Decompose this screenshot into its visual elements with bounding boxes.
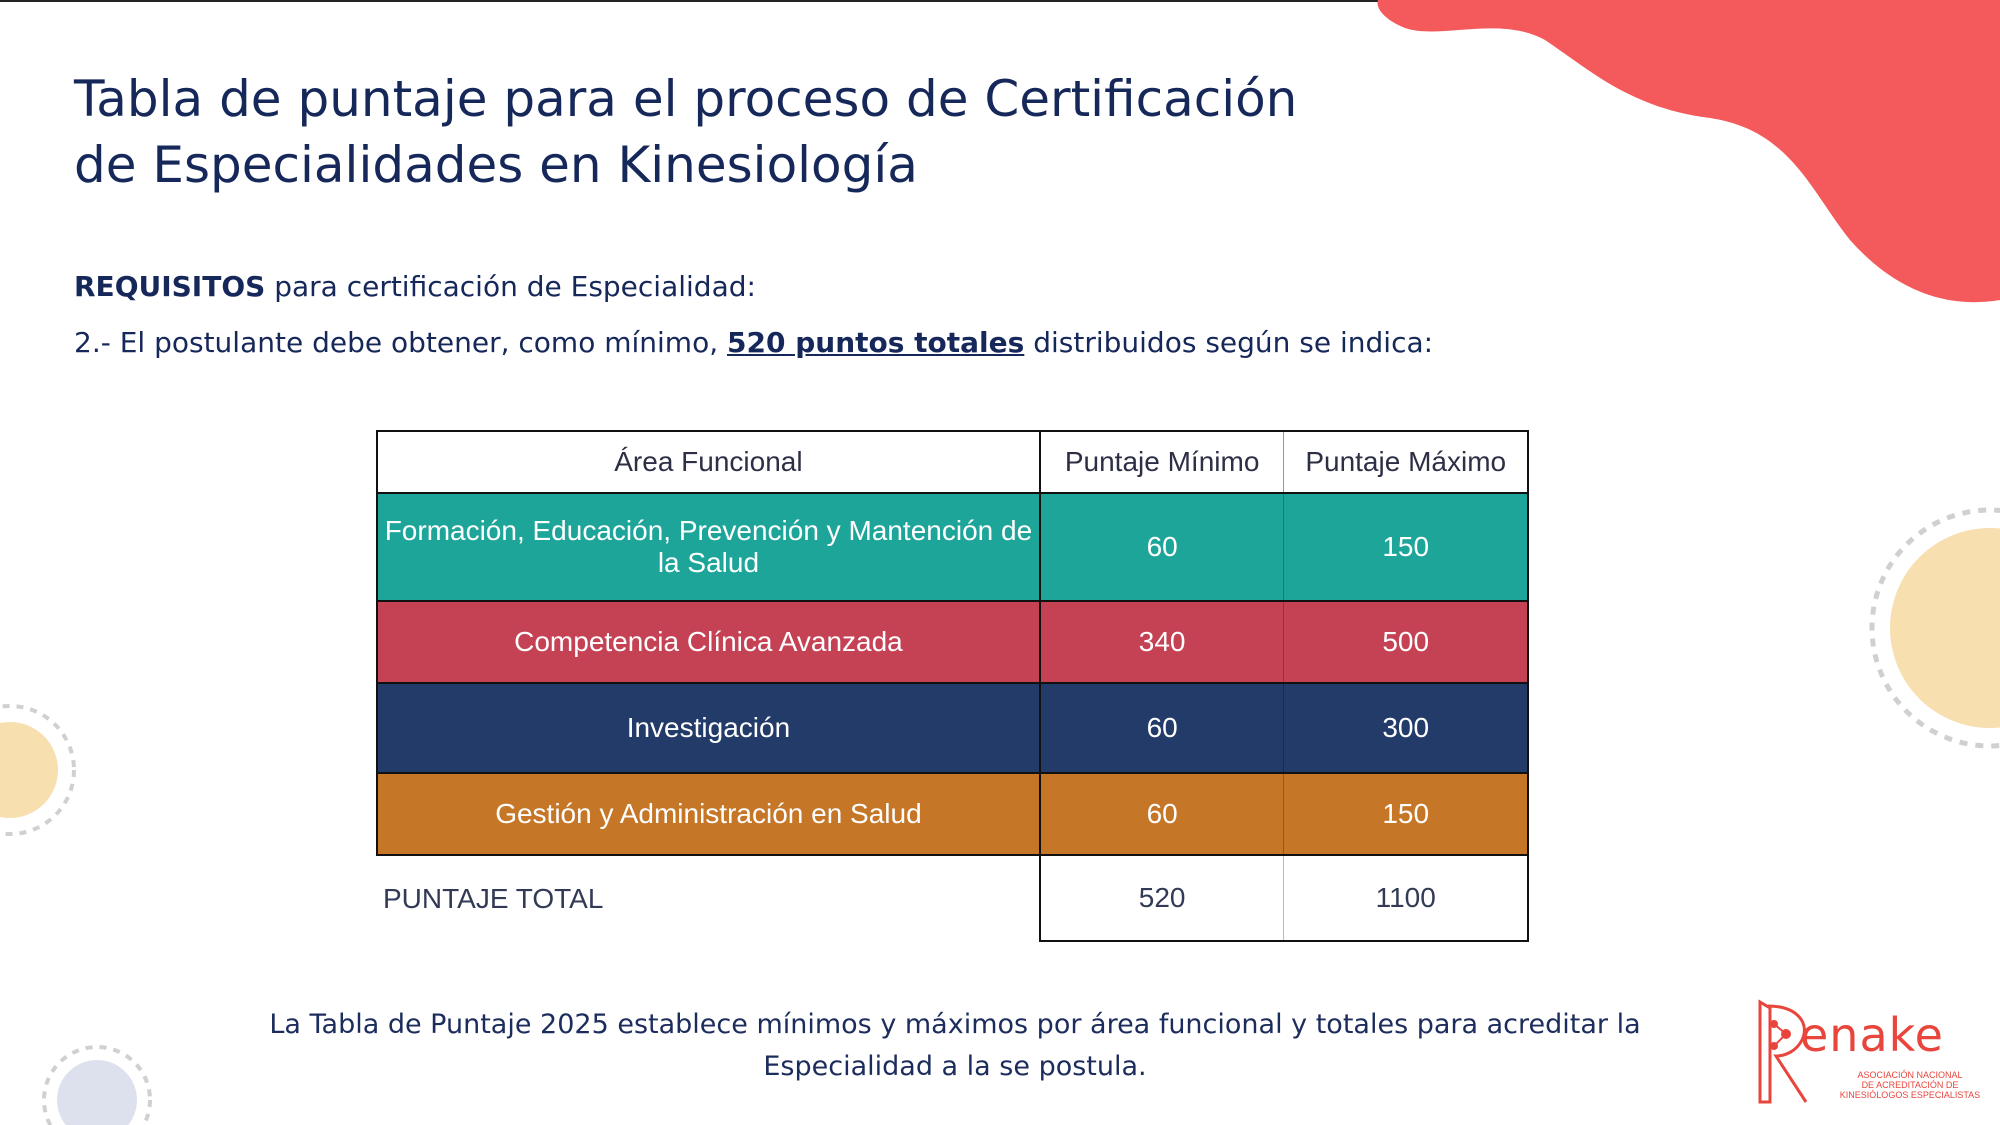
- table-total-row: [377, 855, 1528, 941]
- row-max: 300: [1284, 683, 1528, 773]
- row-area: Gestión y Administración en Salud: [377, 773, 1040, 855]
- table-row: [377, 773, 1528, 855]
- coral-blob-shape: [1377, 0, 2000, 302]
- table-row: [377, 601, 1528, 683]
- logo-tagline-line: KINESIÓLOGOS ESPECIALISTAS: [1839, 1090, 1981, 1100]
- title-line-1: Tabla de puntaje para el proceso de Certificación: [74, 70, 1298, 128]
- total-max: 1100: [1284, 855, 1528, 941]
- point2-highlight: 520 puntos totales: [727, 326, 1025, 359]
- logo-wordmark: enake: [1800, 1008, 1944, 1062]
- header-area: Área Funcional: [377, 431, 1040, 493]
- row-area: Investigación: [377, 683, 1040, 773]
- header-max: Puntaje Máximo: [1284, 431, 1528, 493]
- logo-tagline-line: DE ACREDITACIÓN DE: [1861, 1080, 1959, 1090]
- footer-line-2: Especialidad a la se postula.: [763, 1051, 1147, 1082]
- row-min: 60: [1040, 493, 1284, 601]
- renake-logo: [1750, 998, 1990, 1110]
- right-circle-shape: [1890, 528, 2000, 728]
- row-max: 150: [1284, 773, 1528, 855]
- footer-note: [220, 1004, 1690, 1088]
- table-row: [377, 683, 1528, 773]
- row-min: 60: [1040, 683, 1284, 773]
- row-area: Formación, Educación, Prevención y Mantención de la Salud: [377, 493, 1040, 601]
- row-area: Competencia Clínica Avanzada: [377, 601, 1040, 683]
- bottom-left-circle-shape: [57, 1060, 137, 1125]
- row-min: 60: [1040, 773, 1284, 855]
- title-line-2: de Especialidades en Kinesiología: [74, 136, 918, 194]
- point2-suffix: distribuidos según se indica:: [1024, 326, 1434, 359]
- total-min: 520: [1040, 855, 1284, 941]
- row-max: 500: [1284, 601, 1528, 683]
- requirement-point-2: [74, 326, 1433, 359]
- header-min: Puntaje Mínimo: [1040, 431, 1284, 493]
- page-title: [74, 66, 1374, 198]
- requirements-bold: REQUISITOS: [74, 270, 266, 303]
- row-max: 150: [1284, 493, 1528, 601]
- requirements-rest: para certificación de Especialidad:: [265, 270, 756, 303]
- total-label: PUNTAJE TOTAL: [377, 855, 1040, 941]
- table-row: [377, 493, 1528, 601]
- score-table: [376, 430, 1529, 942]
- logo-tagline-line: ASOCIACIÓN NACIONAL: [1857, 1070, 1963, 1080]
- point2-prefix: 2.- El postulante debe obtener, como mínimo,: [74, 326, 728, 359]
- requirements-heading: [74, 270, 756, 303]
- table-header-row: [377, 431, 1528, 493]
- left-circle-shape: [0, 722, 58, 818]
- footer-line-1: La Tabla de Puntaje 2025 establece mínimos y máximos por área funcional y totales para acreditar la: [269, 1009, 1641, 1040]
- row-min: 340: [1040, 601, 1284, 683]
- logo-tagline: [1820, 1070, 2000, 1100]
